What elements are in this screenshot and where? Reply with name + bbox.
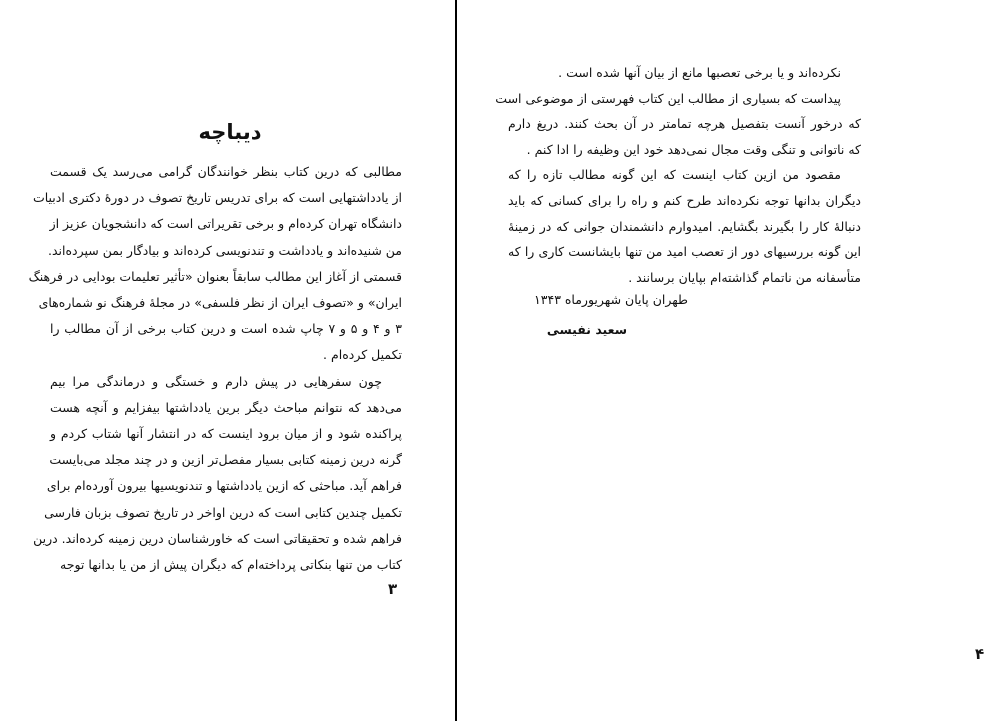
signature-author: سعید نفیسی <box>546 322 627 337</box>
text-line: کتاب من تنها بنکاتی پرداخته‌ام که دیگران پیش از من یا بدانها توجه <box>60 557 402 572</box>
page-number-left: ۳ <box>388 580 398 598</box>
page-title: دیباچه <box>198 120 262 144</box>
text-line: تکمیل کرده‌ام . <box>323 347 402 363</box>
text-line: قسمتی از آغاز این مطالب سابقاً بعنوان «تأثیر تعلیمات بودایی در فرهنگ <box>28 268 402 284</box>
text-line: ایران» و «تصوف ایران از نظر فلسفی» در مجلهٔ فرهنگ نو شماره‌های <box>38 295 402 310</box>
text-line: پیداست که بسیاری از مطالب این کتاب فهرستی از موضوعی است <box>495 90 841 106</box>
text-line: چون سفرهایی در پیش دارم و خستگی و درماندگی مرا بیم <box>50 373 382 389</box>
text-line: فراهم شده و تحقیقاتی است که خاورشناسان درین زمینه کرده‌اند. درین <box>33 530 402 546</box>
text-line: متأسفانه من ناتمام گذاشته‌ام بپایان برسانند . <box>628 269 861 285</box>
text-line: که ناتوانی و تنگی وقت مجال نمی‌دهد خود این وظیفه را ادا کنم . <box>526 141 861 157</box>
text-line: فراهم آید. مباحثی که ازین یادداشتها و تندنویسیها بیرون آورده‌ام برای <box>46 478 402 494</box>
text-line: از یادداشتهایی است که برای تدریس تاریخ تصوف در دورهٔ دکتری ادبیات <box>32 190 402 206</box>
page-number-right: ۴ <box>975 645 984 663</box>
left-page <box>0 0 455 721</box>
text-line: دیگران بدانها توجه نکرده‌اند طرح کنم و راه را برای کسانی که باید <box>508 193 861 208</box>
text-line: گرنه درین زمینه کتابی بسیار مفصل‌تر ازین و در چند مجلد می‌بایست <box>49 452 402 468</box>
text-line: پراکنده شود و از میان برود اینست که در انتشار آنها شتاب کردم و <box>50 426 402 441</box>
text-line: دنبالهٔ کار را بگیرند بگشایم. امیدوارم دانشمندان جوانی که در زمینهٔ <box>508 218 861 234</box>
text-line: این گونه بررسیهای دور از تعصب امید من تنها بایشانست کاری را که <box>508 244 861 260</box>
signature-place-date: طهران پایان شهریورماه ۱۳۴۳ <box>534 292 688 307</box>
left-body-text <box>28 160 402 580</box>
text-line: تکمیل چندین کتابی است که درین اواخر در تاریخ تصوف بزبان فارسی <box>44 504 402 520</box>
text-line: نکرده‌اند و یا برخی تعصبها مانع از بیان آنها شده است . <box>558 65 841 80</box>
text-line: که درخور آنست بتفصیل هرچه تمامتر در آن بحث کنند. دریغ دارم <box>508 116 861 132</box>
text-line: من شنیده‌اند و یادداشت و تندنویسی کرده‌اند و بیادگار بمن سپرده‌اند. <box>48 242 402 258</box>
text-line: مطالبی که درین کتاب بنظر خوانندگان گرامی می‌رسد یک قسمت <box>50 164 402 179</box>
text-line: ۳ و ۴ و ۵ و ۷ چاپ شده است و درین کتاب برخی از آن مطالب را <box>50 321 402 337</box>
text-line: مقصود من ازین کتاب اینست که این گونه مطالب تازه را که <box>508 167 841 183</box>
text-line: می‌دهد که نتوانم مباحث دیگر برین یادداشتها بیفزایم و آنچه هست <box>50 399 402 415</box>
right-body-text <box>495 61 861 291</box>
text-line: دانشگاه تهران کرده‌ام و برخی تقریراتی است که دانشجویان عزیز از <box>49 216 402 232</box>
